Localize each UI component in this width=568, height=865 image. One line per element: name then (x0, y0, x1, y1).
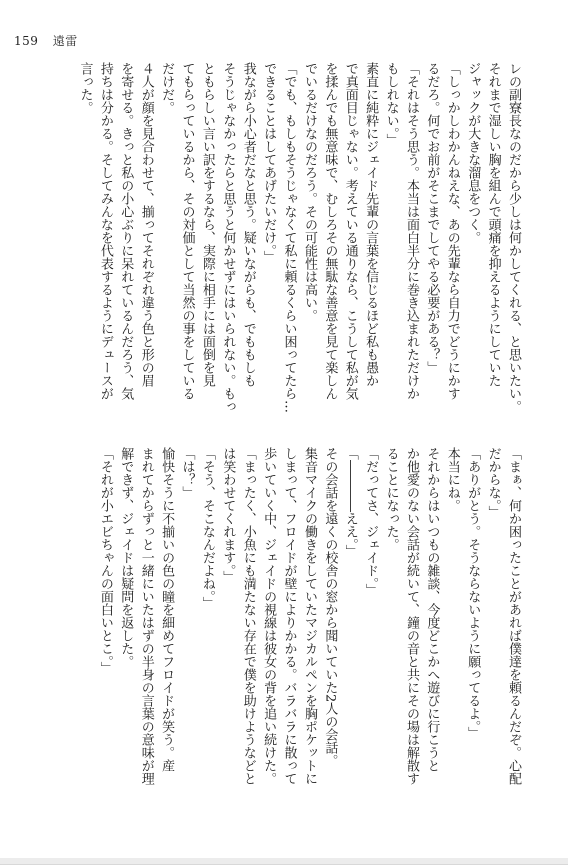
text-line: だけだ。 (159, 62, 175, 114)
text-line: まれてからずっと一緒にいたはずの半身の言葉の意味が理 (138, 447, 154, 785)
text-line: ジャックが大きな溜息をつく。 (465, 62, 481, 244)
chapter-title: 遠雷 (52, 34, 78, 48)
text-line: 「ありがとう。そうならないように願ってるよ。」 (465, 447, 481, 740)
text-line: ４人が顔を見合わせて、揃ってそれぞれ違う色と形の眉 (138, 62, 154, 387)
text-block-top (74, 62, 523, 413)
page-header (14, 32, 78, 49)
text-line: 言った。 (77, 62, 93, 114)
page-number: 159 (14, 34, 39, 48)
text-line: その会話を遠くの校舎の窓から聞いていた2人の会話。 (322, 447, 338, 768)
text-block-bottom (94, 447, 523, 807)
text-line: 「は？」 (179, 447, 195, 499)
text-line: てもらっているから、その対価として当然の事をしている (179, 62, 195, 400)
text-line: 愉快そうに不揃いの色の瞳を細めてフロイドが笑う。産 (159, 447, 175, 772)
page-footer-bar (0, 858, 568, 864)
text-line: 我ながら小心者だなと思う。疑いながらも、でももしも (240, 62, 256, 387)
text-line: 素直に純粋にジェイド先輩の言葉を信じるほど私も愚か (363, 62, 379, 387)
text-line: 集音マイクの働きをしていたマジカルペンを胸ポケットに (301, 447, 317, 785)
text-line: レの副寮長なのだから少しは何かしてくれる、と思いたい。 (506, 62, 521, 413)
text-line: ともらしい言い訳をするなら、実際に相手には面倒を見 (199, 62, 215, 387)
text-line: だからな。」 (485, 447, 501, 519)
text-line: 「それはそう思う。本当は面白半分に巻き込まれただけか (403, 62, 419, 400)
text-line: しまって、フロイドが壁によりかかる。バラバラに散って (281, 447, 297, 785)
text-line: るだろ。何でお前がそこまでしてやる必要がある？」 (424, 62, 440, 374)
text-line: で真面目じゃない。考えている通りなら、こうして私が気 (342, 62, 358, 400)
text-line: できることはしてあげたいだけ。」 (261, 62, 277, 264)
text-line: 「まったく、小魚にも満たない存在で僕を助けようなどと (240, 447, 256, 785)
text-line: 「しっかしわかんねえな、あの先輩なら自力でどうにかす (444, 62, 460, 400)
text-line: 解できず、ジェイドは疑問を返した。 (118, 447, 134, 668)
text-line: を揉んでも無意味で、むしろその無駄な善意を見て楽しん (322, 62, 338, 400)
text-line: は笑わせてくれます。」 (220, 447, 236, 584)
text-line: それからはいつもの雑談、今度どこかへ遊びに行こうと (424, 447, 440, 772)
text-line: 「――――ええ。」 (342, 447, 358, 558)
text-line: を寄せる。きっと私の小心ぶりに呆れているんだろう、気 (118, 62, 134, 400)
text-line: 本当にね。 (444, 447, 460, 512)
text-line: ることになった。 (383, 447, 399, 551)
text-line: そうじゃなかったらと思うと何かせずにはいられない。もっ (220, 62, 236, 413)
text-line: 「そう、そこなんだよね。」 (199, 447, 215, 610)
text-line: でいるだけなのだろう。その可能性は高い。 (301, 62, 317, 322)
text-line: か他愛のない会話が続いて、鐘の音と共にその場は解散す (403, 447, 419, 785)
text-line: 「だってさ、ジェイド。」 (363, 447, 379, 597)
text-line: それまで湿しい胸を組んで頭痛を抑えるようにしていた (485, 62, 501, 387)
text-line: 「それが小エビちゃんの面白いとこ。」 (97, 447, 113, 675)
text-line: 持ちは分かる。そしてみんなを代表するようにデュースが (97, 62, 113, 400)
text-line: 「まぁ、何か困ったことがあれば僕達を頼るんだぞ。心配 (506, 447, 521, 785)
text-line: もしれない。」 (383, 62, 399, 147)
text-line: 「でも、もしもそうじゃなくて私に頼るくらい困ってたら… (281, 62, 297, 413)
text-line: 歩いていく中、ジェイドの視線は彼女の背を追い続けた。 (261, 447, 277, 785)
